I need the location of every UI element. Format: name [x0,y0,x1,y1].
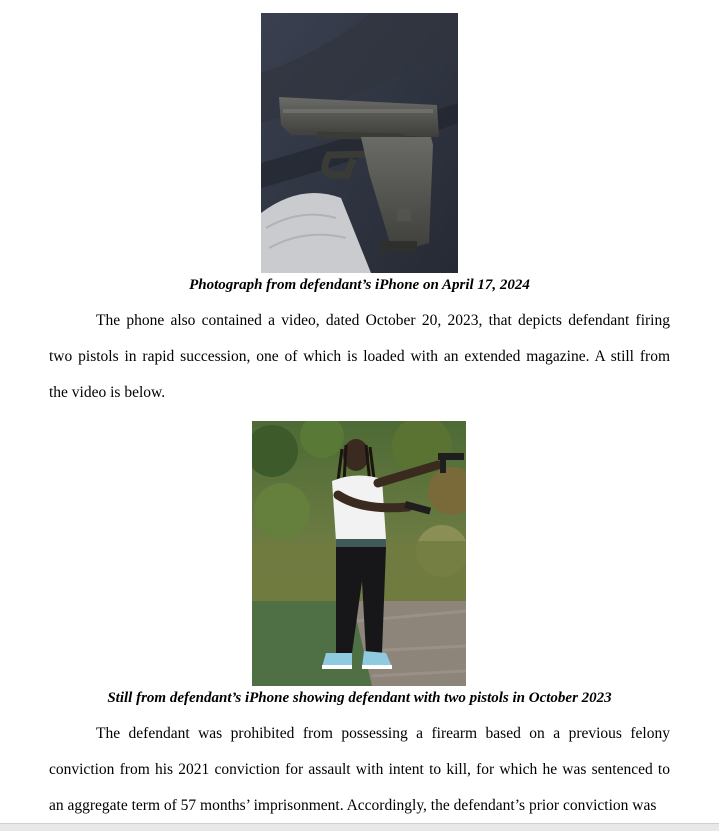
paragraph-line: conviction from his 2021 conviction for assault with intent to kill, for which he was sentenced to [49,761,670,778]
video-still-photo [252,421,466,686]
video-still-illustration [252,421,466,686]
body-paragraph [49,716,670,824]
paragraph-line: The phone also contained a video, dated October 20, 2023, that depicts defendant firing [96,312,670,329]
figure-caption: Photograph from defendant’s iPhone on April 17, 2024 [189,277,530,293]
paragraph-line: The defendant was prohibited from possessing a firearm based on a previous felony [96,725,670,742]
pistol-photo [261,13,458,273]
paragraph-line: the video is below. [49,384,166,401]
figure-caption: Still from defendant’s iPhone showing defendant with two pistols in October 2023 [107,690,612,706]
pistol-photo-illustration [261,13,458,273]
paragraph-line: an aggregate term of 57 months’ imprisonment. Accordingly, the defendant’s prior conviction was [49,797,657,814]
body-paragraph [49,303,670,411]
paragraph-line: two pistols in rapid succession, one of which is loaded with an extended magazine. A still from [49,348,670,365]
